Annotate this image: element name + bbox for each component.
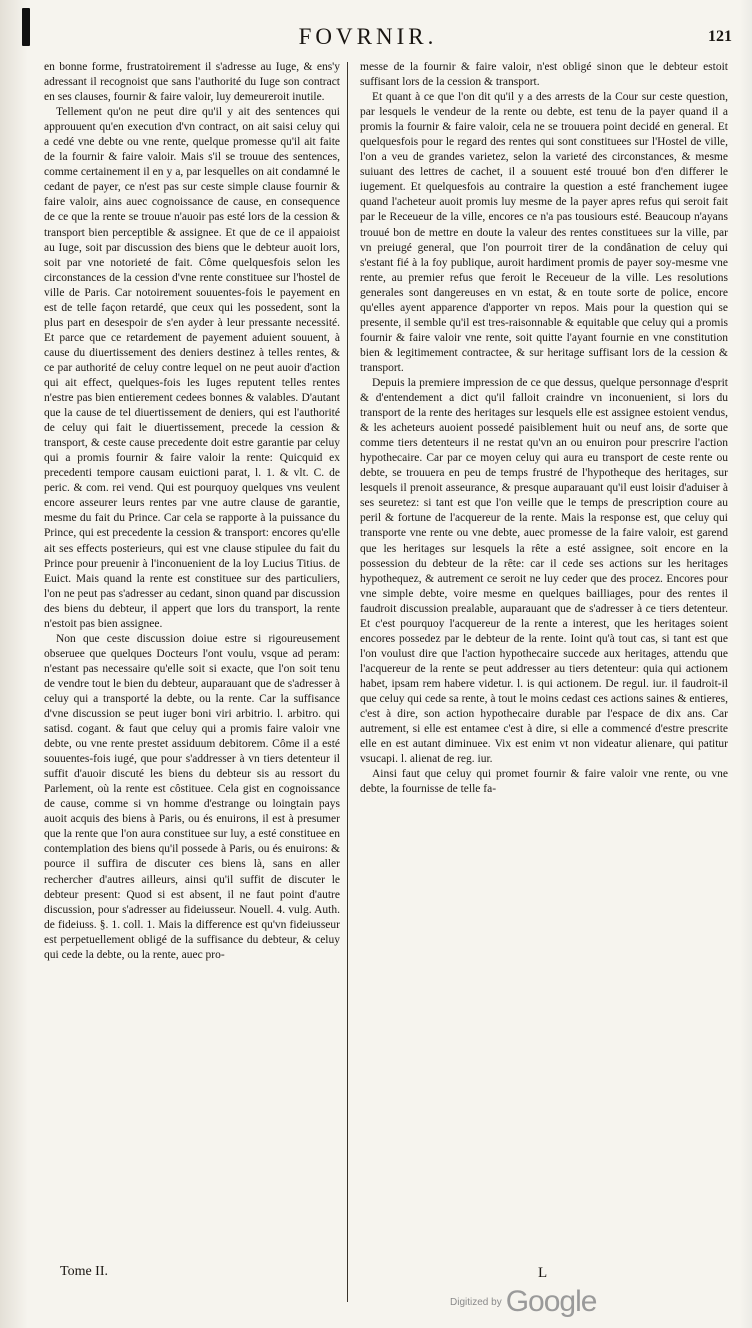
signature-mark: L (538, 1265, 548, 1281)
right-paragraph-1: messe de la fournir & faire valoir, n'est obligé sinon que le debteur estoit suffisant lors de la cession & transport. (360, 61, 728, 89)
watermark-prefix: Digitized by (450, 1296, 502, 1308)
running-head: FOVRNIR. (298, 24, 438, 49)
left-paragraph-1: en bonne forme, frustratoirement il s'adresse au Iuge, & ens'y adressant il recognoist que sans l'authorité du Iuge son contract en ses clauses, fournir & faire valoir, luy demeureroit inutile. (44, 61, 340, 104)
left-paragraph-3: Non que ceste discussion doiue estre si rigoureusement obseruee que quelques Docteurs l'ont voulu, vsque ad peram: n'estant pas necessaire qu'elle soit si exacte, que l'on soit tenu de vendre tout le bien du debteur, auparauant que de s'adresser à celuy qui a transporté la debte, ou la rente. Car la suffisance d'vne discussion se peut iuger boni viri arbitrio. l. arbitro. qui satisd. cogant. & faut que celuy qui a promis faire valoir vne debte, ou vne rente prestet assiduum debitorem. Côme il a esté souuentes-fois iugé, que pour s'addresser à vn tiers detenteur il suffit d'auoir discuté les biens du debteur sis au ressort du Parlement, où la rente est côstituee. Cela gist en cognoissance de cause, comme si vn homme d'estrange ou loingtain pays auoit acquis des biens à Paris, ou és enuirons, il est à presumer que la rente que l'on aura constituee sur luy, a esté constituee en contemplation des biens qu'il possede à Paris, ou és enuirons: & pource il suffira de discuter ces biens là, sans en aller rechercher d'autres ailleurs, ainsi qu'il suffit de discuter le debteur present: Quod si est absent, il ne faut point d'autre discussion, pour s'adresser au fideiusseur. Nouell. 4. vulg. Auth. de fideiuss. §. 1. coll. 1. Mais la difference est qu'vn fideiusseur est perpetuellement obligé de la suffisance du debteur, & celuy qui cede la debte, ou la rente, auec pro- (44, 632, 340, 961)
column-divider (347, 62, 348, 1302)
right-paragraph-2: Et quant à ce que l'on dit qu'il y a des arrests de la Cour sur ceste question, par lesquels le vendeur de la rente ou debte, est tenu de la payer quand il a promis la fournir & faire valoir, cela ne se trouuera point decidé en general. Et quelquesfois pour le regard des rentes qui sont constituees sur l'Hostel de ville, l'on a veu de grandes varietez, selon la varieté des circonstances, & mesme suiuant des lettres de cachet, il a souuent esté trouué bon d'en differer le iugement. Et quelquesfois au contraire la question a esté franchement iugee quand l'acheteur auoit promis luy mesme de la payer apres refus qui seroit fait par le Receueur de la ville, encores ce n'a pas tousiours esté. Beaucoup n'ayans trouué bon de mettre en doute la valeur des rentes constituees sur la ville, par vn preiugé general, que l'on pourroit tirer de la condânation de celuy qui s'estant fié à la foy publique, auroit hardiment promis de payer soy-mesme vne rente, au premier refus que feroit le Receueur de la ville. Les resolutions generales sont dangereuses en vn estat, & en toute sorte de police, encore qu'elles ayent apparence d'apporter vn repos. Mais pour la question qui se presente, il semble qu'il est tres-raisonnable & equitable que celuy qui a promis fournir & faire valoir vne rente, soit quitte l'ayant fournie en vne constitution bien & legitimement contractee, & sur heritage suffisant lors de la cession & transport. (360, 91, 728, 374)
right-paragraph-3: Depuis la premiere impression de ce que dessus, quelque personnage d'esprit & d'entendement a dict qu'il falloit craindre vn inconuenient, si lors du transport de la rente des heritages sur lesquels elle est assignee estoient vendus, & les acheteurs auoient possedé paisiblement huit ou neuf ans, de sorte que comme tiers detenteurs il ne restat qu'vn an ou enuiron pour prescrire l'action hypothecaire. Car par ce moyen celuy qui aura eu transport de ceste rente ou debte, se trouuera en peu de temps frustré de l'hypotheque des heritages, sur lesquels il prenoit asseurance, & presque auparauant qu'il eust loisir d'aduiser à ses seuretez: si tant est que l'on veille que le temps de prescription coure au peril & fortune de l'acquereur de la rente. Mais la response est, que celuy qui transporte vne rente ou vne debte, auec promesse de la faire valoir, est garend que les heritages sur lesquels la rête a esté assignee, soit encore en la possession du debteur de la rête: car il cede ses actions sur les heritages hypothequez, & autrement ce seroit ne luy ceder que des procez. Encores pour vne simple debte, voire mesme en quelques bailliages, pour des rentes il faudroit discussion prealable, auparauant que de s'adresser à ce tiers detenteur. Et c'est pourquoy l'acquereur de la rente a interest, que les heritages soient encores possedez par le debteur de la rente. Ioint qu'à tout cas, si tant est que l'on voulust dire que l'action hypothecaire succede aux heritages, attendu que l'acquereur de la rente se peut addresser au tiers detenteur: quia qui actionem habet, ipsam rem habere videtur. l. is qui actionem. De regul. iur. il faudroit-il que celuy qui cede sa rente, à tout le moins cedast ces actions saines & entieres, c'est à dire, son action hypothecaire durable par l'espace de dix ans. Car autrement, si elle est entamee c'est à dire, si elle a commencé d'estre prescrite elle en est autant diminuee. Vix est enim vt non videatur alienare, qui patitur vsucapi. l. alienat de reg. iur. (360, 376, 728, 766)
volume-label: Tome II. (60, 1264, 109, 1279)
right-paragraph-4: Ainsi faut que celuy qui promet fournir & faire valoir vne rente, ou vne debte, la fournisse de telle fa- (360, 768, 728, 796)
right-column (360, 60, 728, 1292)
digitization-watermark (450, 1285, 596, 1319)
page-number: 121 (708, 28, 732, 45)
ink-mark (22, 8, 30, 46)
google-logo: Google (505, 1285, 597, 1318)
left-paragraph-2: Tellement qu'on ne peut dire qu'il y ait des sentences qui approuuent qu'en execution d'vn contract, on ait saisi celuy qui a cedé vne debte ou vne rente, quelque promesse qu'il ait faite de la fournir & faire valoir. Mais s'il se trouue des sentences, comme certainement il en y a, par lesquelles on ait condamné le cedant de payer, ce n'est pas sur ceste simple clause fournir & faire valoir, ains auec cognoissance de cause, en consequence de ce que la rente se trouue n'auoir pas esté lors de la cession & transport bien perceptible & assignee. Et que de ce il appaioist au Iuge, soit par discussion des biens que le debteur auoit lors, soit par vne notorieté de fait. Côme quelquesfois selon les circonstances de la cession d'vne rente constituee sur l'hostel de ville de Paris. Car notoirement souuentes-fois le payement en est de telle façon retardé, que ceux qui les possedent, sont la plus part en desespoir de s'en ayder à leur pressante necessité. Et parce que ce retardement de payement aduient souuent, à cause du diuertissement des deniers destinez à telles rentes, & ce par authorité de celuy contre lequel on ne peut auoir d'action qui ait effect, quelques-fois les Iuges reputent telles rentes n'estre pas bien entierement cedees bonnes & valables. D'autant que la cause de tel diuertissement de deniers, qui est l'authorité de celuy qui fait le diuertissement, precede la cession & transport, & ceste cause precedente doit estre garantie par celuy qui a promis fournir & faire valoir la rente: Quicquid ex precedenti tempore causam euictioni parat, l. 1. & vlt. C. de peric. & com. rei vend. Qui est pourquoy quelques vns veulent encore asseurer leurs rentes par vne autre clause de garantie, mesme du fait du Prince. Car cela se rapporte à la puissance du Prince, qui est precedente la cession & transport: encores qu'elle ait ses effects posterieurs, qui est vne clause stipulee du fait du Prince pour preuenir à l'inconuenient de la loy Lucius Titius. de Euict. Mais quand la rente est constituee sur des particuliers, l'on ne peut pas s'adresser au cedant, sinon quand par discussion des biens du debteur, il appert que lors du transport, la rente n'estoit pas bien assignee. (44, 106, 340, 630)
left-column (44, 60, 340, 1300)
